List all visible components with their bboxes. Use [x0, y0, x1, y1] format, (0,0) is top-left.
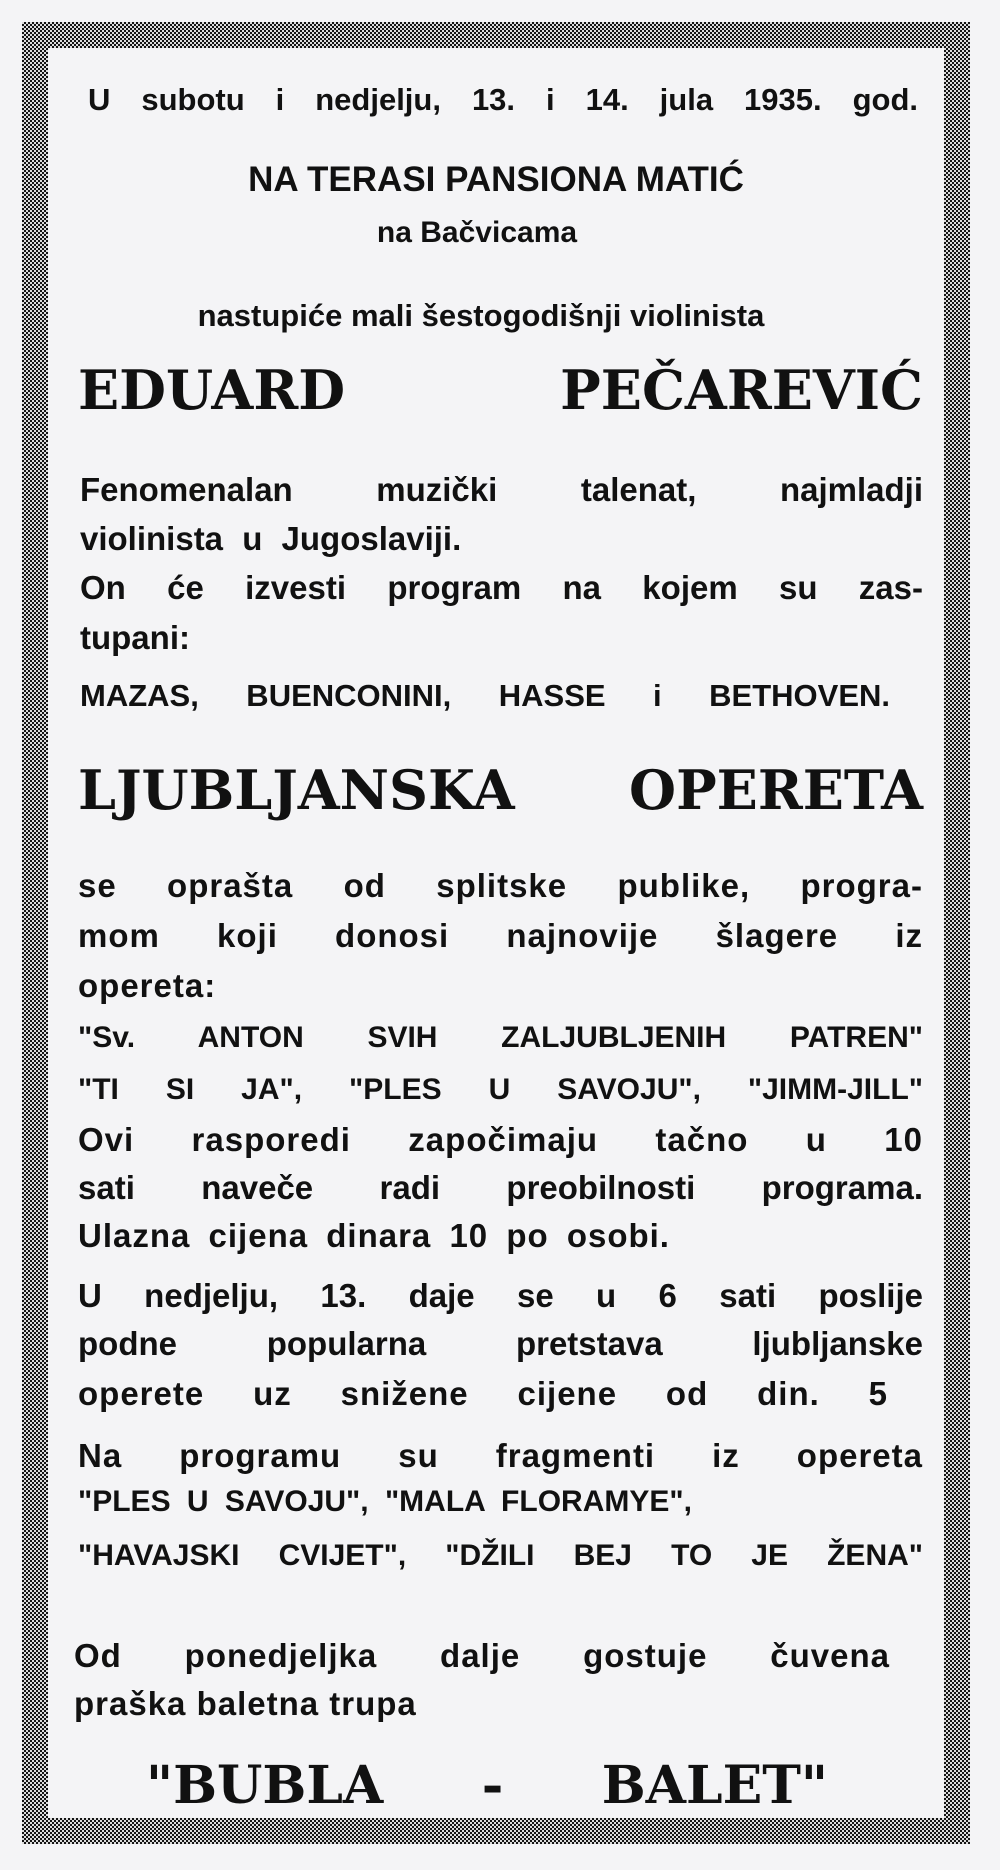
- opereta-song-4: "HAVAJSKI CVIJET", "DŽILI BEJ TO JE ŽENA": [78, 1539, 923, 1572]
- opereta-line-6: Ovi rasporedi započimaju tačno u 10: [78, 1121, 923, 1158]
- date-line: U subotu i nedjelju, 13. i 14. jula 1935. god.: [88, 82, 918, 117]
- opereta-line-11: operete uz snižene cijene od din. 5: [78, 1375, 888, 1412]
- poster-frame: [22, 22, 970, 1844]
- opereta-line-2: mom koji donosi najnovije šlagere iz: [78, 917, 923, 954]
- performer-name: EDUARD PEČAREVIĆ: [78, 358, 923, 422]
- opereta-line-9: U nedjelju, 13. daje se u 6 sati poslije: [78, 1277, 923, 1314]
- ballet-line-2: praška baletna trupa: [74, 1685, 417, 1722]
- performer-desc-3: On će izvesti program na kojem su zas-: [80, 569, 923, 606]
- venue-sub: na Bačvicama: [376, 216, 578, 249]
- composers-line: MAZAS, BUENCONINI, HASSE i BETHOVEN.: [80, 678, 890, 713]
- ballet-line-1: Od ponedjeljka dalje gostuje čuvena: [74, 1637, 890, 1674]
- opereta-line-3: opereta:: [78, 967, 217, 1004]
- opereta-line-1: se oprašta od splitske publike, progra-: [78, 867, 923, 904]
- performer-desc-4: tupani:: [80, 619, 190, 656]
- announce-line: nastupiće mali šestogodišnji violinista: [197, 298, 765, 333]
- poster-content: [48, 48, 944, 1818]
- opereta-song-1: "Sv. ANTON SVIH ZALJUBLJENIH PATREN": [78, 1021, 923, 1054]
- opereta-song-3: "PLES U SAVOJU", "MALA FLORAMYE",: [78, 1485, 692, 1518]
- opereta-song-2: "TI SI JA", "PLES U SAVOJU", "JIMM-JILL": [78, 1073, 923, 1106]
- venue-line: NA TERASI PANSIONA MATIĆ: [248, 160, 744, 199]
- opereta-line-12: Na programu su fragmenti iz opereta: [78, 1437, 923, 1474]
- opereta-line-8: Ulazna cijena dinara 10 po osobi.: [78, 1217, 670, 1254]
- performer-desc-2: violinista u Jugoslaviji.: [80, 520, 462, 557]
- ballet-title: "BUBLA - BALET": [146, 1755, 828, 1816]
- performer-desc-1: Fenomenalan muzički talenat, najmladji: [80, 471, 923, 508]
- opereta-title: LJUBLJANSKA OPERETA: [78, 758, 923, 822]
- opereta-line-7: sati naveče radi preobilnosti programa.: [78, 1169, 923, 1206]
- opereta-line-10: podne popularna pretstava ljubljanske: [78, 1325, 923, 1362]
